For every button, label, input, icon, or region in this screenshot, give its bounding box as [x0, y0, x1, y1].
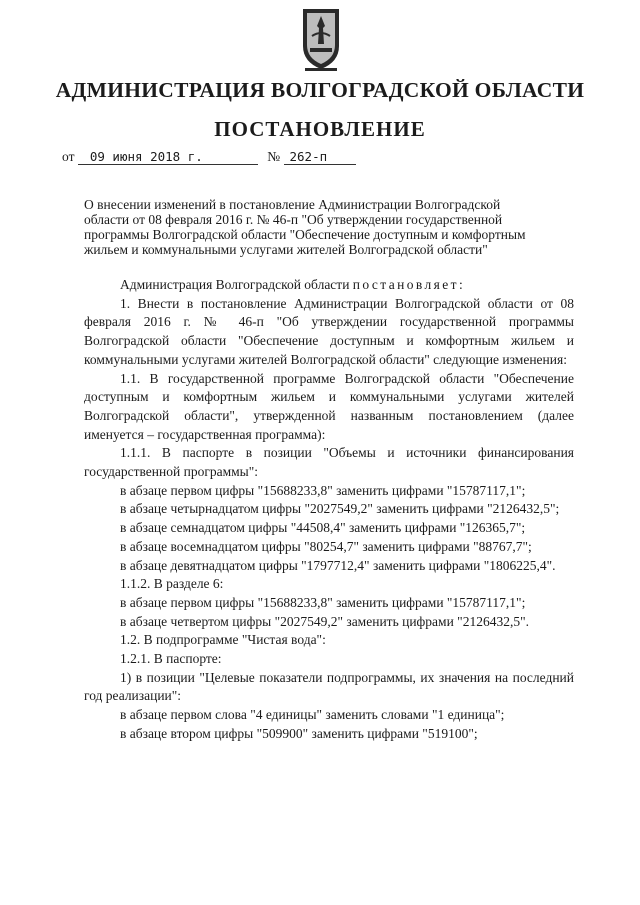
decree-intro: [84, 276, 574, 295]
decree-verb: постановляет:: [352, 277, 466, 292]
document-number: 262-п: [284, 149, 356, 165]
paragraph: 1.1. В государственной программе Волгоградской области "Обеспечение доступным и комфортным жильем и коммунальными услугами жителей Волгоградской области", утвержденной названным постановлением (далее именуется – государственная программа):: [84, 370, 574, 442]
paragraph: в абзаце семнадцатом цифры "44508,4" заменить цифрами "126365,7";: [120, 520, 526, 536]
paragraph: в абзаце первом цифры "15688233,8" заменить цифрами "15787117,1";: [120, 594, 526, 610]
subject-line: области от 08 февраля 2016 г. № 46-п "Об утверждении государственной: [84, 212, 503, 227]
subject-line: программы Волгоградской области "Обеспечение доступным и комфортным: [84, 227, 526, 242]
coat-of-arms-icon: [300, 6, 342, 72]
document-body: [84, 276, 574, 744]
paragraph: 1.1.2. В разделе 6:: [120, 576, 224, 592]
organization-name: АДМИНИСТРАЦИЯ ВОЛГОГРАДСКОЙ ОБЛАСТИ: [55, 78, 585, 102]
paragraph: 1. Внести в постановление Администрации Волгоградской области от 08 февраля 2016 г. № 46-п "Об утверждении государственной программы Волгоградской области "Обеспечение доступным и комфортным жильем и коммунальными услугами жителей Волгоградской области" следующие изменения:: [84, 295, 574, 367]
document-date: 09 июня 2018 г.: [78, 149, 258, 165]
paragraph: 1.2. В подпрограмме "Чистая вода":: [120, 632, 326, 648]
document-type-title: ПОСТАНОВЛЕНИЕ: [214, 117, 426, 141]
paragraph: 1.1.1. В паспорте в позиции "Объемы и источники финансирования государственной программы":: [84, 445, 574, 480]
subject-line: жильем и коммунальными услугами жителей Волгоградской области": [84, 242, 488, 257]
date-prefix: от: [62, 149, 75, 164]
subject-line: О внесении изменений в постановление Администрации Волгоградской: [84, 197, 501, 212]
paragraph: в абзаце четвертом цифры "2027549,2" заменить цифрами "2126432,5".: [120, 613, 529, 629]
document-subject: [84, 197, 574, 257]
paragraph: в абзаце девятнадцатом цифры "1797712,4" заменить цифрами "1806225,4".: [120, 557, 556, 573]
decree-subject: Администрация Волгоградской области: [120, 277, 350, 292]
paragraph: в абзаце первом слова "4 единицы" заменить словами "1 единица";: [120, 707, 505, 723]
number-prefix: №: [267, 149, 281, 164]
paragraph: в абзаце восемнадцатом цифры "80254,7" заменить цифрами "88767,7";: [120, 538, 532, 554]
paragraph: в абзаце втором цифры "509900" заменить цифрами "519100";: [120, 725, 478, 741]
paragraph: 1) в позиции "Целевые показатели подпрограммы, их значения на последний год реализации":: [84, 669, 574, 704]
paragraph: в абзаце первом цифры "15688233,8" заменить цифрами "15787117,1";: [120, 482, 526, 498]
paragraph: в абзаце четырнадцатом цифры "2027549,2" заменить цифрами "2126432,5";: [120, 501, 560, 517]
paragraph: 1.2.1. В паспорте:: [120, 651, 222, 667]
date-number-line: [62, 149, 356, 165]
